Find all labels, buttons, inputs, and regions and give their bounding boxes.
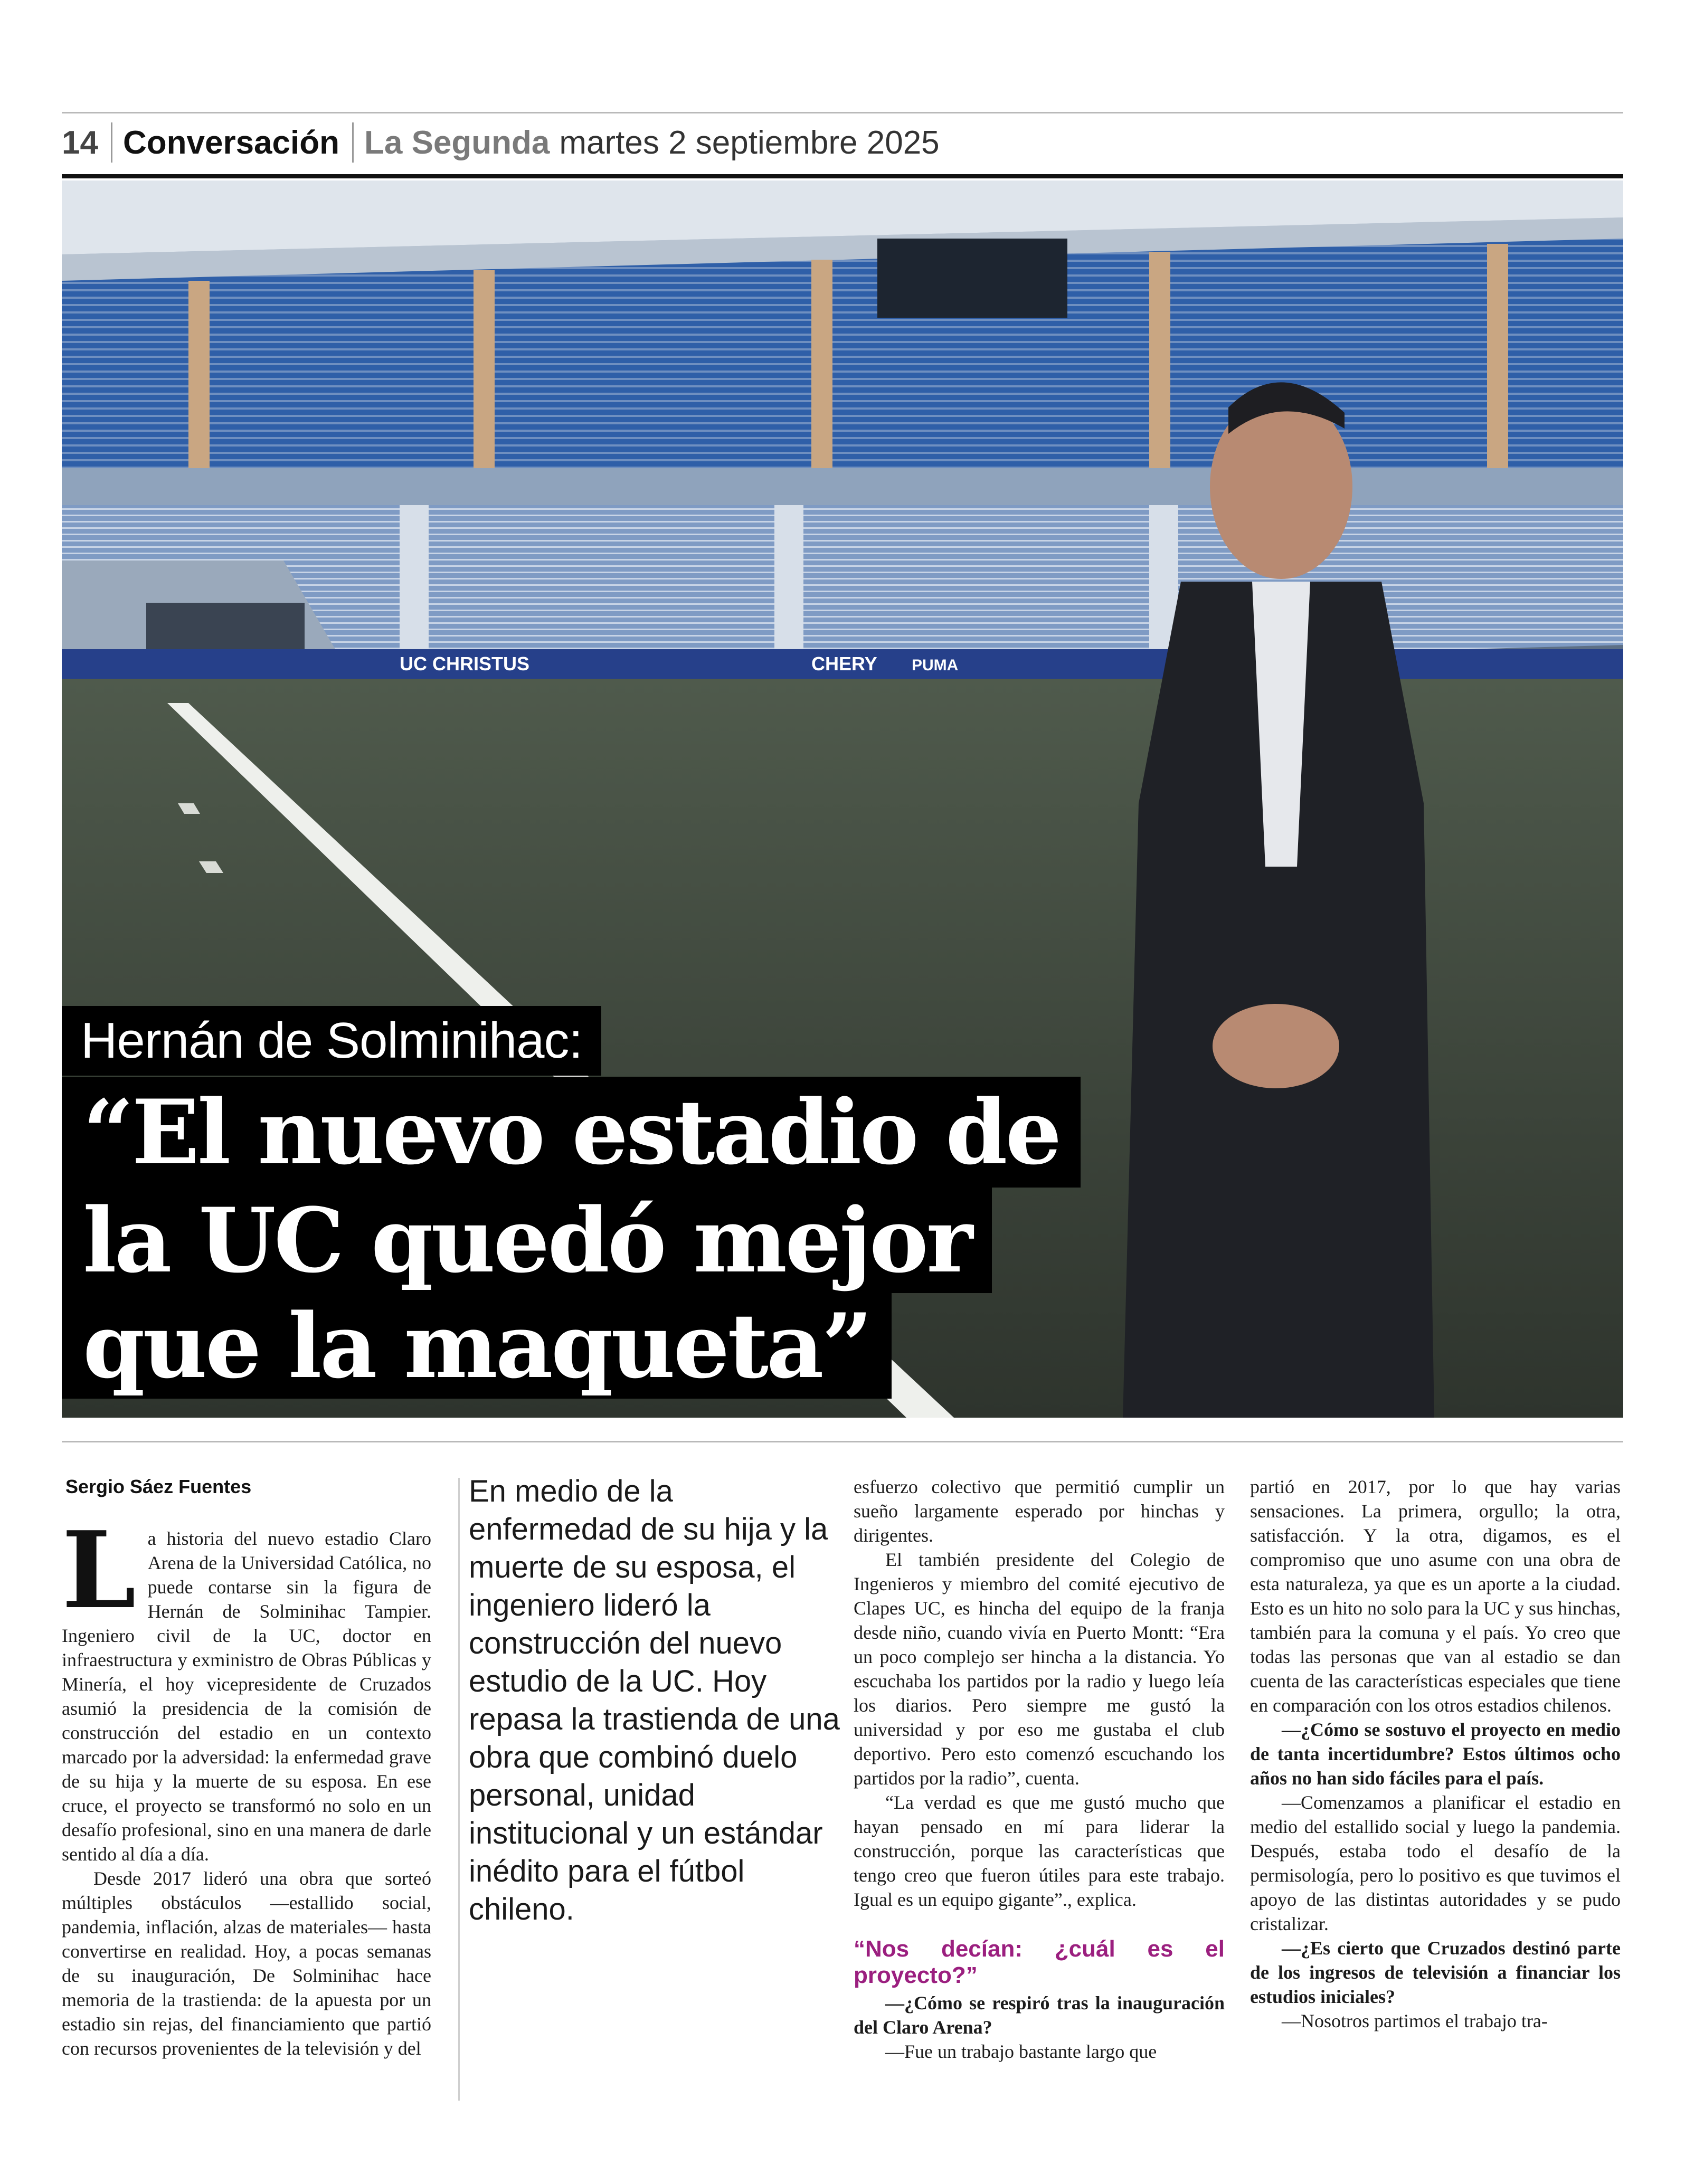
header-divider [352, 122, 354, 163]
paragraph: Desde 2017 lideró una obra que sorteó múltiples obstáculos —estallido social, pandemia, inflación, alzas de materiales— hasta convertirse en realidad. Hoy, a pocas semanas de su inauguración, De Solminihac hace memoria de la trastienda: de la apuesta por un estadio sin rejas, del financiamiento que partió con recursos provenientes de la televisión y del [62, 1868, 431, 2059]
column-3 [854, 1475, 1225, 2064]
pullquote: En medio de la enfermedad de su hija y la muerte de su esposa, el ingeniero lideró la construcción del nuevo estudio de la UC. Hoy repasa la trastienda de una obra que combinó duelo personal, unidad institucional y un estándar inédito para el fútbol chileno. [469, 1474, 840, 1926]
newspaper-name: La Segunda [364, 124, 550, 161]
ad-board-puma: PUMA [912, 657, 959, 674]
column-4 [1250, 1475, 1621, 2033]
ad-board-uc-christus: UC CHRISTUS [400, 653, 530, 675]
interview-question: —¿Cómo se respiró tras la inauguración del Claro Arena? [854, 1992, 1225, 2038]
headline-kicker-box [62, 1006, 601, 1076]
headline-kicker: Hernán de Solminihac: [81, 1012, 583, 1069]
top-rule [62, 112, 1623, 113]
headline-line-1: “El nuevo estadio de [83, 1080, 1060, 1184]
ad-board-chery: CHERY [811, 653, 877, 675]
headline-line-2-box [62, 1188, 992, 1293]
section-subhead: “Nos decían: ¿cuál es el proyecto?” [854, 1936, 1225, 1988]
pullquote-divider [458, 1478, 460, 2101]
issue-date: martes 2 septiembre 2025 [559, 124, 940, 161]
paragraph: a historia del nuevo estadio Claro Arena de la Universidad Católica, no puede contarse sin la figura de Hernán de Solminihac Tampier. Ingeniero civil de la UC, doctor en infraestructura y exministro de Obras Públicas y Minería, el hoy vicepresidente de Cruzados asumió la presidencia de la comisión de construcción del estadio en un contexto marcado por la adversidad: la enfermedad grave de su hija y la muerte de su esposa. En ese cruce, el proyecto se transformó no solo en un desafío profesional, sino en una manera de darle sentido al día a día. [62, 1528, 431, 1865]
headline-line-3-box [62, 1293, 892, 1399]
paragraph: El también presidente del Colegio de Ingenieros y miembro del comité ejecutivo de Clapes UC, es hincha del equipo de la franja desde niño, cuando vivía en Puerto Montt: “Era un poco complejo ser hincha a la distancia. Yo escuchaba los partidos por la radio y luego leía los diarios. Pero siempre me gustó la universidad y por eso me gustaba el club deportivo. Pero esto comenzó escuchando los partidos por la radio”, cuenta. [854, 1549, 1225, 1789]
header-rule [62, 174, 1623, 178]
headline-line-1-box [62, 1077, 1081, 1188]
page-number: 14 [62, 124, 98, 161]
drop-cap: L [62, 1508, 136, 1632]
interview-question: —¿Es cierto que Cruzados destinó parte de los ingresos de televisión a financiar los estudios iniciales? [1250, 1938, 1621, 2007]
interview-answer: —Fue un trabajo bastante largo que [885, 2041, 1157, 2062]
headline-line-3: que la maqueta” [83, 1294, 871, 1398]
section-name: Conversación [122, 124, 339, 161]
paragraph: esfuerzo colectivo que permitió cumplir un sueño largamente esperado por hinchas y dirigentes. [854, 1476, 1225, 1546]
paragraph: partió en 2017, por lo que hay varias sensaciones. La primera, orgullo; la otra, satisfacción. Y la otra, digamos, es el compromiso que uno asume con una obra de esta naturaleza, ya que es un aporte a la ciudad. Esto es un hito no solo para la UC y sus hinchas, también para la comuna y el país. Yo creo que todas las personas que van al estadio se dan cuenta de las características especiales que tiene en comparación con los otros estadios chilenos. [1250, 1476, 1621, 1716]
header-divider [111, 122, 112, 163]
paragraph: “La verdad es que me gustó mucho que hayan pensado en mí para liderar la construcción, porque las características que tengo creo que fueron útiles para este trabajo. Igual es un equipo gigante”., explica. [854, 1792, 1225, 1910]
column-1 [62, 1508, 431, 2060]
interview-answer: —Comenzamos a planificar el estadio en medio del estallido social y luego la pandemia. Después, estaba todo el desafío de la permisología, pero lo positivo es que tuvimos el apoyo de las distintas autoridades y se pudo cristalizar. [1250, 1792, 1621, 1934]
body-top-rule [62, 1441, 1623, 1442]
headline-line-2: la UC quedó mejor [83, 1188, 971, 1293]
interview-answer: —Nosotros partimos el trabajo tra- [1282, 2010, 1548, 2031]
interview-question: —¿Cómo se sostuvo el proyecto en medio de tanta incertidumbre? Estos últimos ocho años no han sido fáciles para el país. [1250, 1719, 1621, 1789]
byline: Sergio Sáez Fuentes [65, 1476, 252, 1497]
page-header [62, 120, 940, 165]
